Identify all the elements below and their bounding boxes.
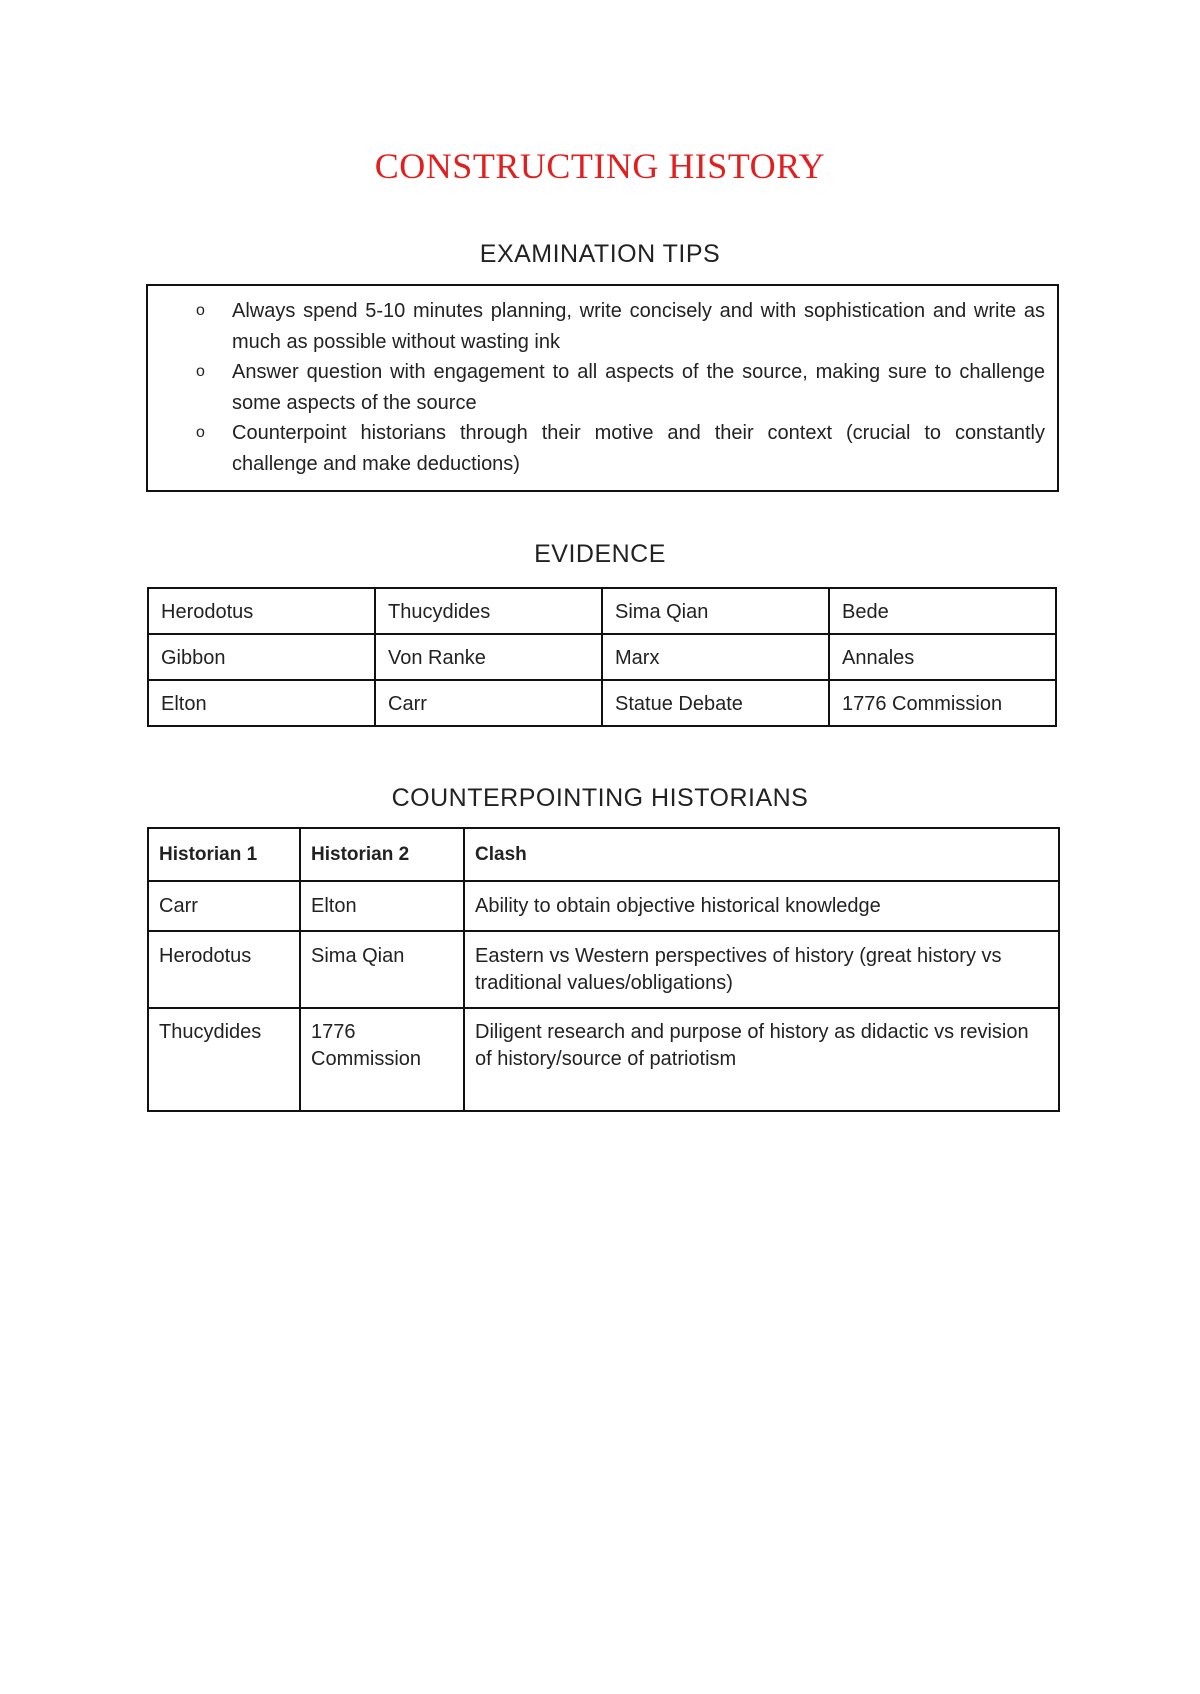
evidence-cell: Elton <box>148 680 375 726</box>
historian-1-cell: Herodotus <box>148 931 300 1008</box>
examination-tips-list <box>148 296 1045 479</box>
evidence-cell: Thucydides <box>375 588 602 634</box>
historian-1-cell: Thucydides <box>148 1008 300 1111</box>
evidence-cell: Statue Debate <box>602 680 829 726</box>
tip-text: Answer question with engagement to all aspects of the source, making sure to challenge some aspects of the source <box>232 361 1045 414</box>
evidence-cell: Marx <box>602 634 829 680</box>
examination-tips-box <box>146 284 1059 492</box>
evidence-table <box>147 587 1057 727</box>
table-header-row <box>148 828 1059 881</box>
evidence-cell: Gibbon <box>148 634 375 680</box>
hollow-bullet-icon: o <box>196 424 205 441</box>
counterpointing-table <box>147 827 1060 1112</box>
table-row <box>148 1008 1059 1111</box>
tip-item <box>148 418 1045 479</box>
evidence-cell: 1776 Commission <box>829 680 1056 726</box>
historian-2-cell: Elton <box>300 881 464 931</box>
evidence-cell: Herodotus <box>148 588 375 634</box>
tip-item <box>148 357 1045 418</box>
evidence-cell: Von Ranke <box>375 634 602 680</box>
hollow-bullet-icon: o <box>196 363 205 380</box>
column-header-historian-1: Historian 1 <box>148 828 300 881</box>
counterpointing-historians-heading: COUNTERPOINTING HISTORIANS <box>391 784 809 812</box>
examination-tips-heading: EXAMINATION TIPS <box>479 240 721 268</box>
clash-cell: Eastern vs Western perspectives of history (great history vs traditional values/obligations) <box>464 931 1059 1008</box>
evidence-heading: EVIDENCE <box>534 540 666 568</box>
table-row <box>148 881 1059 931</box>
tip-text: Counterpoint historians through their motive and their context (crucial to constantly challenge and make deductions) <box>232 422 1045 475</box>
historian-2-cell: Sima Qian <box>300 931 464 1008</box>
column-header-historian-2: Historian 2 <box>300 828 464 881</box>
tip-item <box>148 296 1045 357</box>
table-row <box>148 931 1059 1008</box>
page-title: CONSTRUCTING HISTORY <box>374 146 826 186</box>
table-row <box>148 634 1056 680</box>
hollow-bullet-icon: o <box>196 302 205 319</box>
historian-2-cell: 1776 Commission <box>300 1008 464 1111</box>
table-row <box>148 680 1056 726</box>
evidence-cell: Bede <box>829 588 1056 634</box>
evidence-cell: Carr <box>375 680 602 726</box>
column-header-clash: Clash <box>464 828 1059 881</box>
historian-1-cell: Carr <box>148 881 300 931</box>
evidence-cell: Annales <box>829 634 1056 680</box>
tip-text: Always spend 5-10 minutes planning, write concisely and with sophistication and write as much as possible without wasting ink <box>232 300 1045 353</box>
evidence-cell: Sima Qian <box>602 588 829 634</box>
clash-cell: Ability to obtain objective historical knowledge <box>464 881 1059 931</box>
clash-cell: Diligent research and purpose of history as didactic vs revision of history/source of patriotism <box>464 1008 1059 1111</box>
table-row <box>148 588 1056 634</box>
